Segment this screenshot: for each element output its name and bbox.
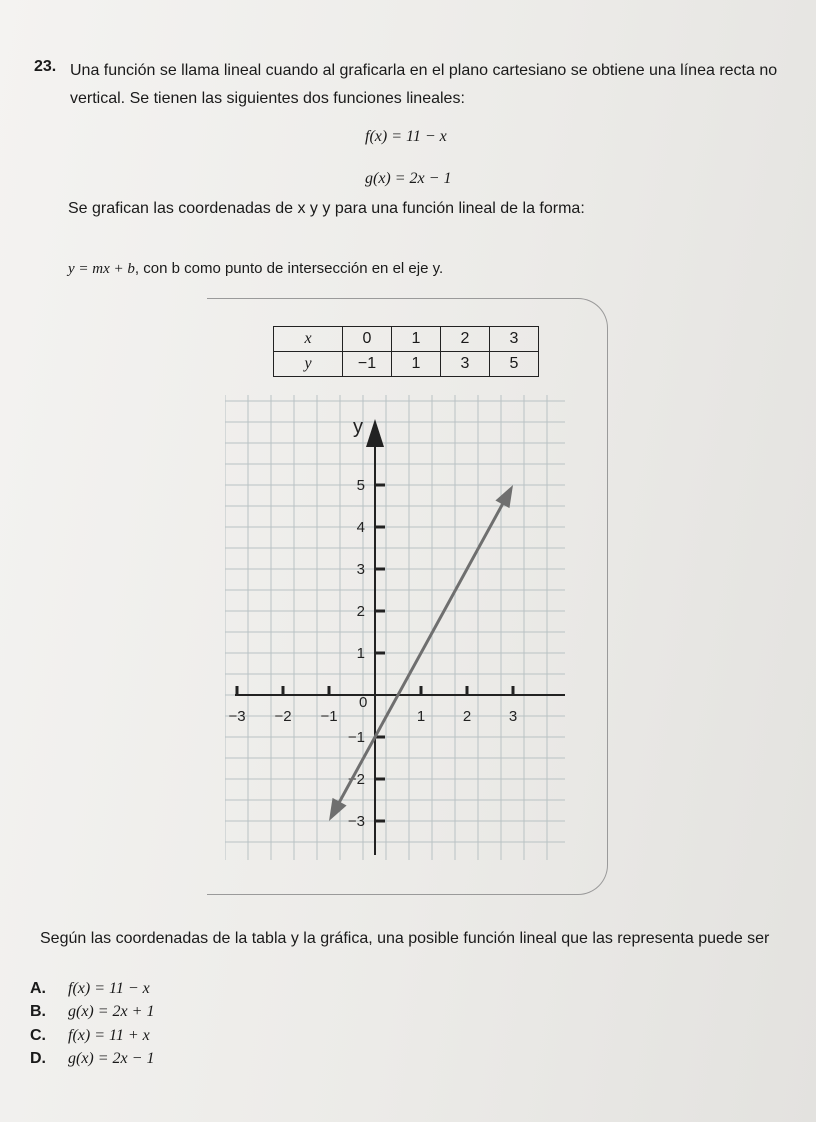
table-header-x: x — [274, 327, 343, 352]
table-cell: 1 — [392, 352, 441, 377]
question-number: 23. — [34, 58, 57, 75]
y-tick-label: −2 — [347, 771, 365, 788]
line-graph — [225, 395, 565, 865]
table-cell: −1 — [343, 352, 392, 377]
option-formula: g(x) = 2x + 1 — [68, 1003, 155, 1020]
option-letter: D. — [30, 1050, 46, 1067]
line-arrow-end — [495, 485, 513, 508]
x-tick-label: 1 — [416, 708, 426, 725]
x-tick-label: −1 — [320, 708, 338, 725]
y-tick-label: −1 — [347, 729, 365, 746]
x-tick-label: −2 — [274, 708, 292, 725]
y-axis-arrow — [366, 419, 384, 447]
question-text: Una función se llama lineal cuando al graficarla en el plano cartesiano se obtiene una línea recta no vertical. Se tienen las siguientes dos funciones lineales: — [70, 62, 778, 107]
paragraph-form: Se grafican las coordenadas de x y y para una función lineal de la forma: — [68, 200, 585, 217]
option-letter: C. — [30, 1027, 46, 1044]
x-tick-label: −3 — [228, 708, 246, 725]
y-tick-label: 5 — [356, 477, 365, 494]
table-cell: 5 — [490, 352, 539, 377]
y-tick-label: 1 — [356, 645, 365, 662]
table-cell: 2 — [441, 327, 490, 352]
option-a[interactable] — [30, 980, 150, 998]
table-row — [274, 327, 539, 352]
table-cell: 0 — [343, 327, 392, 352]
line-arrow-start — [329, 798, 347, 821]
question-prompt: Según las coordenadas de la tabla y la gráfica, una posible función lineal que las representa puede ser — [40, 930, 770, 947]
option-c[interactable] — [30, 1027, 150, 1045]
y-tick-label: 2 — [356, 603, 365, 620]
y-axis-label: y — [353, 416, 363, 438]
option-letter: B. — [30, 1003, 46, 1020]
y-tick-label: 4 — [356, 519, 365, 536]
equation-f: f(x) = 11 − x — [365, 128, 447, 145]
form-equation: y = mx + b — [68, 261, 135, 277]
option-d[interactable] — [30, 1050, 154, 1068]
table-row — [274, 352, 539, 377]
option-b[interactable] — [30, 1003, 154, 1021]
y-tick-label: −3 — [347, 813, 365, 830]
table-cell: 3 — [490, 327, 539, 352]
option-formula: g(x) = 2x − 1 — [68, 1050, 155, 1067]
origin-label: 0 — [359, 694, 368, 711]
table-header-y: y — [274, 352, 343, 377]
equation-g: g(x) = 2x − 1 — [365, 170, 452, 187]
table-cell: 1 — [392, 327, 441, 352]
option-formula: f(x) = 11 − x — [68, 980, 150, 997]
option-formula: f(x) = 11 + x — [68, 1027, 150, 1044]
option-letter: A. — [30, 980, 46, 997]
table-cell: 3 — [441, 352, 490, 377]
y-tick-label: 3 — [356, 561, 365, 578]
coordinates-table — [273, 326, 539, 377]
paragraph-intercept — [68, 260, 443, 278]
form-text: , con b como punto de intersección en el eje y. — [134, 260, 444, 277]
x-tick-label: 3 — [508, 708, 518, 725]
x-tick-label: 2 — [462, 708, 472, 725]
